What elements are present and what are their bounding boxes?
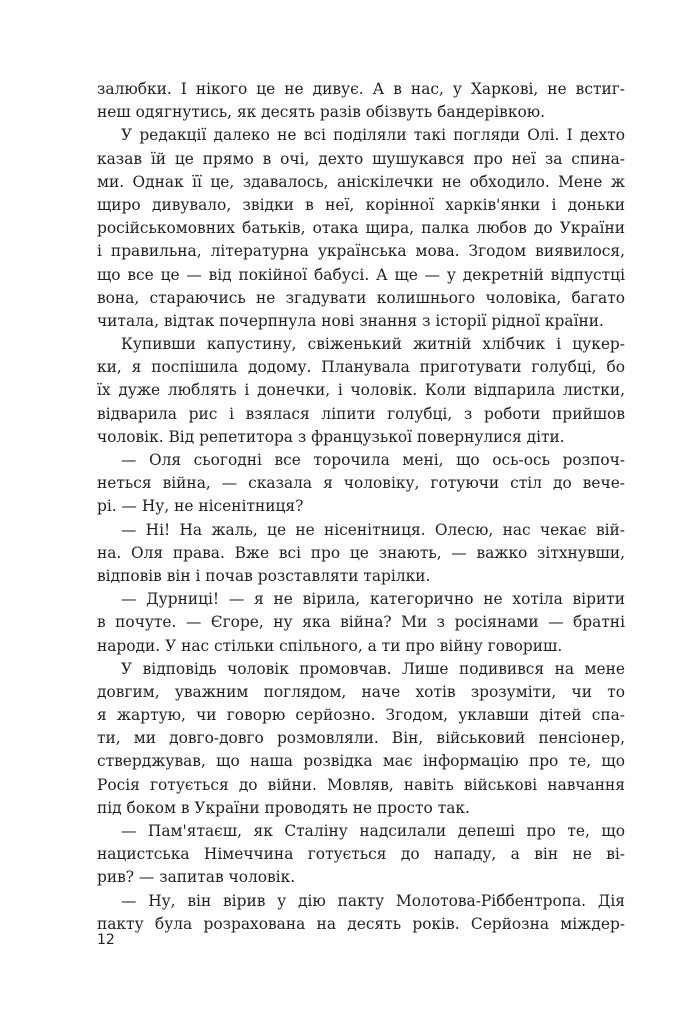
text-line: Росія готується до війни. Мовляв, навіть військові навчання — [97, 775, 625, 794]
text-line: на. Оля права. Вже всі про це знають, — важко зітхнувши, — [97, 543, 625, 562]
text-line: — Оля сьогодні все торочила мені, що ось-ось розпоч- — [121, 451, 625, 469]
text-line: читала, відтак почерпнула нові знання з історії рідної країни. — [97, 311, 604, 330]
text-line: — Пам'ятаєш, як Сталіну надсилали депеші про те, що — [121, 822, 625, 840]
text-line: нацистська Німеччина готується до нападу, а він не ві- — [97, 845, 625, 864]
text-line: — Дурниці! — я не вірила, категорично не хотіла вірити — [121, 590, 625, 609]
text-line: я жартую, чи говорю серйозно. Згодом, уклавши дітей спа- — [97, 706, 625, 725]
text-line: рі. — Ну, не нісенітниця? — [97, 497, 304, 516]
text-line: казав їй це прямо в очі, дехто шушукався про неї за спина- — [97, 149, 625, 168]
text-line: що все це — від покійної бабусі. А ще — у декретній відпустці — [97, 265, 625, 284]
text-line: залюбки. І нікого це не дивує. А в нас, у Харкові, не встиг- — [97, 80, 625, 98]
text-line: — Ну, він вірив у дію пакту Молотова-Ріббентропа. Дія — [121, 891, 625, 910]
text-line: У редакції далеко не всі поділяли такі погляди Олі. І дехто — [121, 126, 625, 145]
text-line: народи. У нас стільки спільного, а ти про війну говориш. — [97, 636, 563, 655]
page-number: 12 — [97, 932, 115, 948]
text-line: їх дуже люблять і донечки, і чоловік. Коли відпарила листки, — [97, 381, 625, 400]
text-line: Купивши капустину, свіженький житній хлібчик і цукер- — [121, 335, 625, 354]
text-line: чоловік. Від репетитора з французької повернулися діти. — [97, 427, 565, 446]
text-line: довгим, уважним поглядом, наче хотів зрозуміти, чи то — [97, 682, 625, 701]
text-line: У відповідь чоловік промовчав. Лише подивився на мене — [121, 659, 625, 678]
text-line: відповів він і почав розставляти тарілки. — [97, 566, 431, 585]
text-line: ки, я поспішила додому. Планувала приготувати голубці, бо — [97, 358, 625, 377]
text-line: і правильна, літературна українська мова. Згодом виявилося, — [97, 242, 625, 261]
text-line: російськомовних батьків, отака щира, палка любов до України — [97, 219, 625, 238]
text-line: — Ні! На жаль, це не нісенітниця. Олесю, нас чекає вій- — [121, 520, 625, 539]
text-line: ми. Однак її це, здавалось, аніскілечки не обходило. Мене ж — [97, 172, 625, 191]
text-line: пакту була розрахована на десять років. Серйозна міждер- — [97, 914, 625, 933]
text-line: в почуте. — Єгоре, ну яка війна? Ми з росіянами — братні — [97, 613, 625, 632]
text-line: відварила рис і взялася ліпити голубці, з роботи прийшов — [97, 404, 625, 423]
text-line: під боком в України проводять не просто так. — [97, 798, 470, 817]
text-line: неться війна, — сказала я чоловіку, готуючи стіл до вече- — [97, 474, 625, 493]
text-line: неш одягнутись, як десять разів обізвуть бандерівкою. — [97, 103, 546, 122]
text-line: стверджував, що наша розвідка має інформацію про те, що — [97, 752, 625, 771]
body-text — [97, 78, 625, 936]
text-line: рив? — запитав чоловік. — [97, 868, 296, 887]
text-line: ти, ми довго-довго розмовляли. Він, військовий пенсіонер, — [97, 729, 625, 748]
text-line: вона, стараючись не згадувати колишнього чоловіка, багато — [97, 288, 625, 307]
text-line: щиро дивувало, звідки в неї, корінної харків'янки і доньки — [97, 195, 625, 214]
